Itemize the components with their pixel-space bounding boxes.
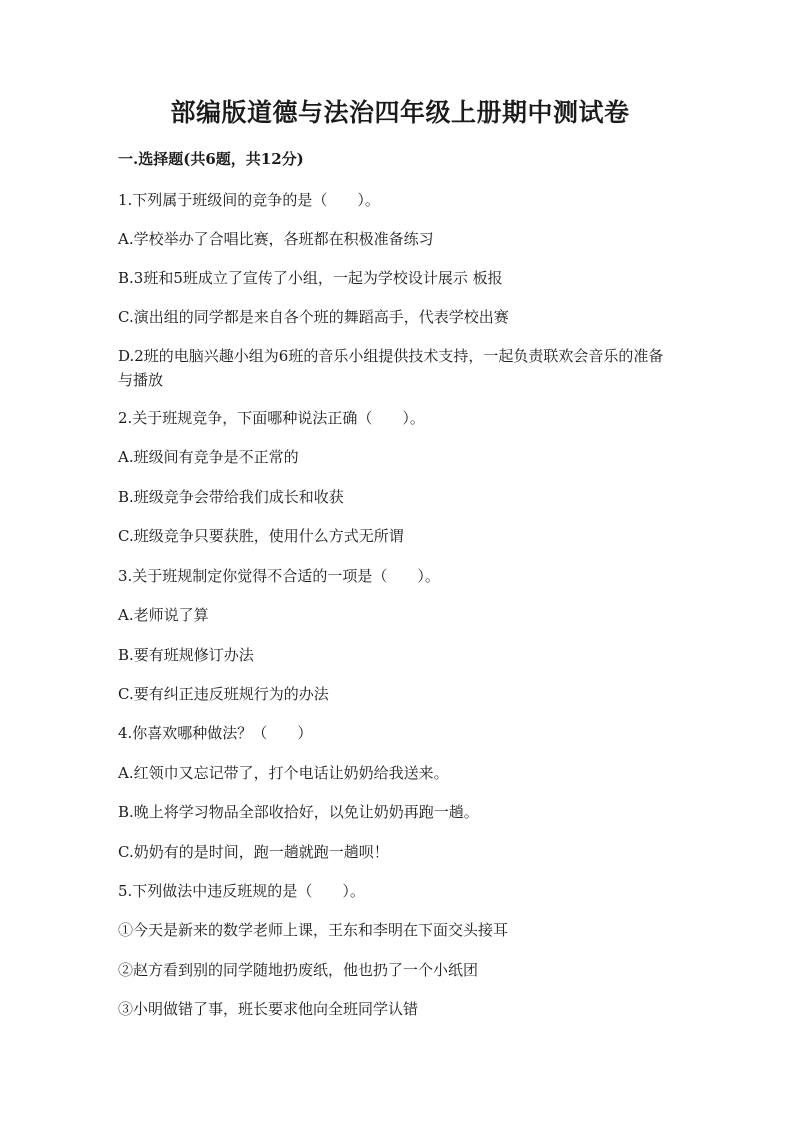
q5-stem: 5.下列做法中违反班规的是（ ）。 (118, 882, 365, 900)
q4-option-c: C.奶奶有的是时间，跑一趟就跑一趟呗！ (118, 843, 389, 861)
q1-option-d: D.2班的电脑兴趣小组为6班的音乐小组提供技术支持，一起负责联欢会音乐的准备与播放 (118, 347, 664, 389)
q3-stem: 3.关于班规制定你觉得不合适的一项是（ ）。 (118, 567, 440, 585)
q5-statement-3: ③小明做错了事，班长要求他向全班同学认错 (118, 1000, 419, 1018)
section-heading: 一.选择题(共6题，共12分) (118, 150, 304, 168)
page-title: 部编版道德与法治四年级上册期中测试卷 (170, 98, 630, 127)
q2-option-a: A.班级间有竞争是不正常的 (118, 448, 299, 466)
q2-option-c: C.班级竞争只要获胜，使用什么方式无所谓 (118, 527, 404, 545)
q4-option-a: A.红领巾又忘记带了，打个电话让奶奶给我送来。 (118, 764, 449, 782)
q3-option-a: A.老师说了算 (118, 606, 209, 624)
q1-option-c: C.演出组的同学都是来自各个班的舞蹈高手，代表学校出赛 (118, 308, 509, 326)
q1-option-b: B.3班和5班成立了宣传了小组，一起为学校设计展示 板报 (118, 269, 503, 287)
q5-statement-1: ①今天是新来的数学老师上课，王东和李明在下面交头接耳 (118, 921, 509, 939)
q2-option-b: B.班级竞争会带给我们成长和收获 (118, 488, 344, 506)
q3-option-c: C.要有纠正违反班规行为的办法 (118, 685, 329, 703)
q1-stem: 1.下列属于班级间的竞争的是（ ）。 (118, 191, 380, 209)
q4-stem: 4.你喜欢哪种做法？（ ） (118, 724, 313, 742)
q2-stem: 2.关于班规竞争，下面哪种说法正确（ ）。 (118, 409, 425, 427)
q1-option-a: A.学校举办了合唱比赛，各班都在积极准备练习 (118, 230, 434, 248)
q5-statement-2: ②赵方看到别的同学随地扔废纸，他也扔了一个小纸团 (118, 961, 479, 979)
q3-option-b: B.要有班规修订办法 (118, 646, 254, 664)
q4-option-b: B.晚上将学习物品全部收拾好，以免让奶奶再跑一趟。 (118, 803, 479, 821)
